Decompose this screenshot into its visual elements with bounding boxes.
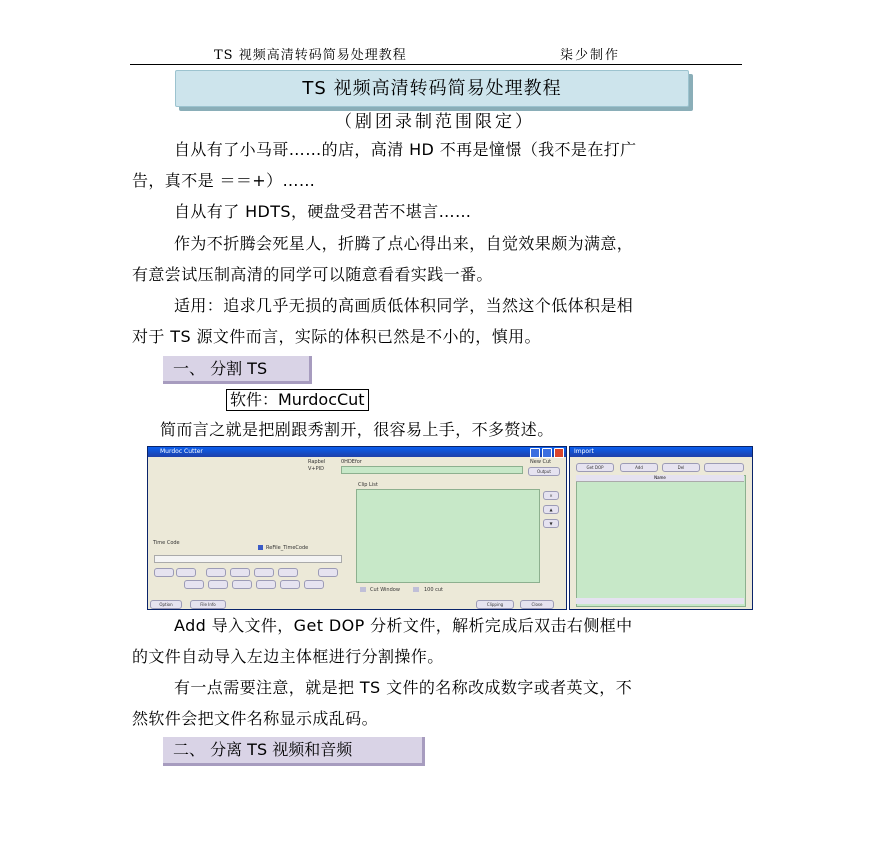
paragraph-line: 作为不折腾会死星人，折腾了点心得出来，自觉效果颇为满意， <box>174 234 634 253</box>
maximize-icon[interactable] <box>542 448 552 458</box>
murdoccut-window <box>147 446 567 610</box>
window-title: Murdoc Cutter <box>160 448 203 455</box>
paragraph-line: 自从有了 HDTS，硬盘受君苦不堪言…… <box>174 202 472 221</box>
cut-window-checkbox[interactable] <box>360 587 366 592</box>
control-button[interactable] <box>256 580 276 589</box>
output-button[interactable]: Output <box>528 467 560 476</box>
option-button[interactable]: Option <box>150 600 182 609</box>
control-button[interactable] <box>184 580 204 589</box>
cut-window-label: Cut Window <box>370 587 400 593</box>
control-button[interactable] <box>232 580 252 589</box>
control-button[interactable] <box>278 568 298 577</box>
software-screenshot <box>147 446 753 610</box>
control-button[interactable] <box>280 580 300 589</box>
refile-checkbox[interactable] <box>258 545 263 550</box>
import-titlebar <box>570 447 752 457</box>
minimize-icon[interactable] <box>530 448 540 458</box>
page-header <box>130 38 742 65</box>
control-button[interactable] <box>304 580 324 589</box>
cut-count-checkbox[interactable] <box>413 587 419 592</box>
cut-count-label: 100 cut <box>424 587 444 593</box>
del-button[interactable]: Del <box>662 463 700 472</box>
clip-list-label: Clip List <box>358 482 378 488</box>
header-author: 柒少制作 <box>560 48 621 63</box>
paragraph-line: Add 导入文件，Get DOP 分析文件，解析完成后双击右侧框中 <box>174 616 633 635</box>
paragraph-line: 自从有了小马哥……的店，高清 HD 不再是憧憬（我不是在打广 <box>174 140 637 159</box>
document-subtitle: （剧团录制范围限定） <box>335 112 535 132</box>
control-button[interactable] <box>206 568 226 577</box>
header-title: TS 视频高清转码简易处理教程 <box>214 48 407 63</box>
field-value: 0HDEfor <box>341 459 362 465</box>
vpid-field[interactable] <box>341 466 523 474</box>
import-file-list[interactable] <box>576 475 746 607</box>
paragraph-line: 有一点需要注意，就是把 TS 文件的名称改成数字或者英文，不 <box>174 678 633 697</box>
control-button[interactable] <box>230 568 250 577</box>
time-code-label: Time Code <box>153 540 180 546</box>
move-down-button[interactable]: ▼ <box>543 519 559 528</box>
software-label: 软件：MurdocCut <box>226 389 369 411</box>
get-dop-button[interactable]: Get DOP <box>576 463 614 472</box>
section-heading-2: 二、 分离 TS 视频和音频 <box>163 737 425 766</box>
import-window-title: Import <box>574 448 594 455</box>
paragraph-line: 有意尝试压制高清的同学可以随意看看实践一番。 <box>132 265 493 284</box>
paragraph-line: 告，真不是 ＝＝+）…… <box>132 171 316 190</box>
control-button[interactable] <box>254 568 274 577</box>
new-cut-label: New Cut <box>530 459 552 465</box>
clip-list[interactable] <box>356 489 540 583</box>
add-button[interactable]: Add <box>620 463 658 472</box>
control-button[interactable] <box>318 568 338 577</box>
control-button[interactable] <box>176 568 196 577</box>
paragraph-line: 简而言之就是把剧跟秀割开，很容易上手，不多赘述。 <box>160 420 554 439</box>
name-column-header[interactable]: Name <box>576 475 744 482</box>
document-title: TS 视频高清转码简易处理教程 <box>175 70 689 107</box>
clipping-button[interactable]: Clipping <box>476 600 514 609</box>
move-up-button[interactable]: ▲ <box>543 505 559 514</box>
file-info-button[interactable]: File Info <box>190 600 226 609</box>
import-window <box>569 446 753 610</box>
control-button[interactable] <box>208 580 228 589</box>
timeline-slider[interactable] <box>154 555 342 563</box>
section-heading-1: 一、 分割 TS <box>163 356 312 384</box>
blank-button[interactable] <box>704 463 744 472</box>
paragraph-line: 然软件会把文件名称显示成乱码。 <box>132 709 379 728</box>
remove-clip-button[interactable]: × <box>543 491 559 500</box>
paragraph-line: 的文件自动导入左边主体框进行分割操作。 <box>132 647 444 666</box>
close-icon[interactable] <box>554 448 564 458</box>
control-button[interactable] <box>154 568 174 577</box>
refile-label: ReFile_TimeCode <box>266 545 309 551</box>
field-label: V+PID <box>308 466 324 472</box>
close-button[interactable]: Close <box>520 600 554 609</box>
paragraph-line: 适用：追求几乎无损的高画质低体积同学，当然这个低体积是相 <box>174 296 634 315</box>
field-label: Rapbel <box>308 459 326 465</box>
window-titlebar <box>148 447 566 457</box>
horizontal-scrollbar[interactable] <box>576 598 744 604</box>
paragraph-line: 对于 TS 源文件而言，实际的体积已然是不小的，慎用。 <box>132 327 541 346</box>
